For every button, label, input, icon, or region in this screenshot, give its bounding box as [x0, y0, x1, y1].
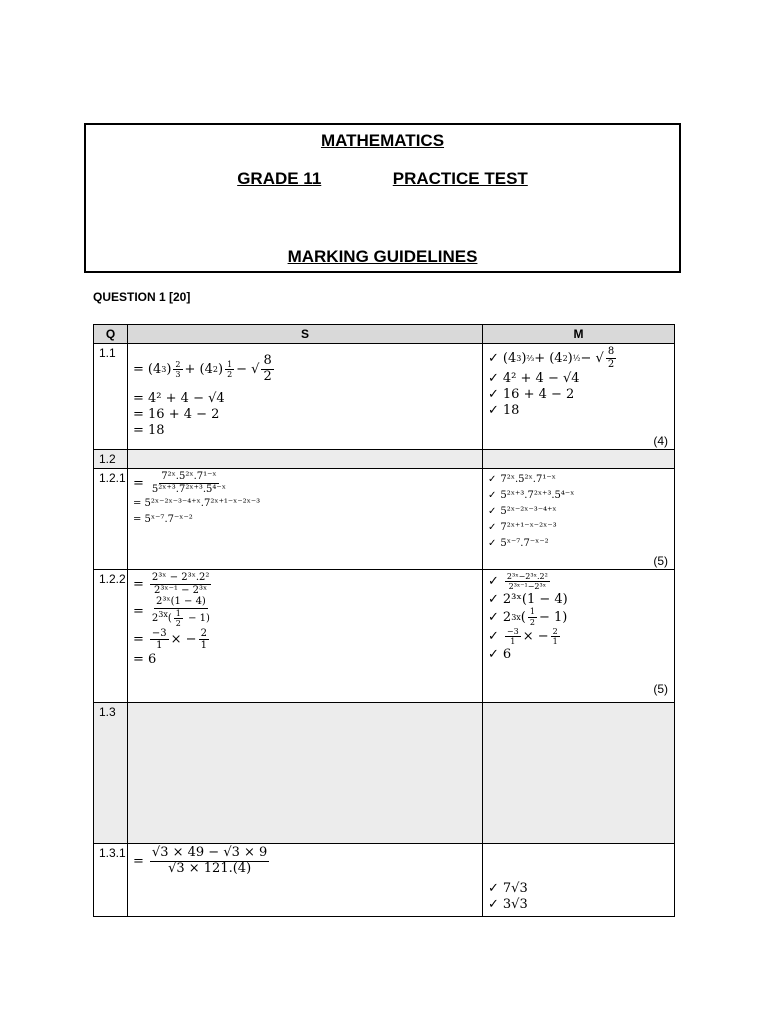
marks-cell [483, 703, 675, 844]
mark-line: ✓ 2 3x ( $\frac{1}{2}$ − 1) [488, 607, 568, 627]
mark-line: ✓ 5²ˣ⁻²ˣ⁻³⁻⁴⁺ˣ [488, 505, 557, 517]
question-heading: QUESTION 1 [20] [93, 290, 191, 304]
solution-cell [128, 450, 483, 469]
table-row [94, 570, 675, 703]
table-row [94, 844, 675, 917]
solution-cell [128, 844, 483, 917]
solution-line: = 4² + 4 − √4 [133, 391, 225, 407]
table-row [94, 469, 675, 570]
column-header-q: Q [94, 325, 128, 344]
grade-label: GRADE 11 [237, 169, 322, 188]
solution-line: = 5²ˣ⁻²ˣ⁻³⁻⁴⁺ˣ.7²ˣ⁺¹⁻ˣ⁻²ˣ⁻³ [133, 497, 261, 509]
mark-line: ✓ 4² + 4 − √4 [488, 370, 580, 386]
marks-cell [483, 469, 675, 570]
table-row [94, 703, 675, 844]
question-number: 1.2.2 [94, 570, 128, 703]
question-number: 1.3 [94, 703, 128, 844]
solution-line: = $\frac{\text{7²ˣ.5²ˣ.7¹⁻ˣ}}{\text{5²ˣ⁺³.7²ˣ⁺³.5⁴⁻ˣ}}$ [133, 471, 226, 495]
check-icon: ✓ [488, 537, 497, 549]
mark-line: ✓ $\frac{-3}{1}$ × − $\frac{2}{1}$ [488, 626, 558, 646]
mark-total: (5) [653, 554, 668, 568]
check-icon: ✓ [488, 473, 497, 485]
solution-line: = (4 3 ) $\frac{2}{3}$ + (4 2 ) $\frac{1}{2}$ − √ $\frac{8}{2}$ [133, 353, 272, 384]
question-number: 1.2 [94, 450, 128, 469]
title-box [84, 123, 681, 273]
table-row [94, 344, 675, 450]
check-icon: ✓ [488, 489, 497, 501]
marking-table [93, 324, 675, 917]
solution-line: = $\frac{√3 \times 49 - √3 \times 9}{√3 \times 121.(4)}$ [133, 845, 268, 876]
check-icon: ✓ [488, 370, 499, 386]
check-icon: ✓ [488, 591, 499, 607]
mark-line: ✓ 18 [488, 402, 520, 418]
mark-line: ✓ 7²ˣ⁺¹⁻ˣ⁻²ˣ⁻³ [488, 521, 557, 533]
solution-cell [128, 703, 483, 844]
solution-line: = 2³ˣ(1 − 4) $2^{3x}$( $\frac{1}{2}$ − 1) [133, 596, 210, 628]
mark-total: (5) [653, 682, 668, 696]
solution-line: = $\frac{\text{2³ˣ − 2³ˣ.2²}}{\text{2³ˣ⁻¹ − 2³ˣ}}$ [133, 572, 210, 596]
mark-line: ✓ 7√3 [488, 880, 528, 896]
guidelines-title: MARKING GUIDELINES [287, 247, 478, 266]
subject-title: MATHEMATICS [320, 131, 445, 150]
mark-line: ✓ 2³ˣ(1 − 4) [488, 591, 568, 607]
solution-cell [128, 469, 483, 570]
mark-line: ✓ 5ˣ⁻⁷.7⁻ˣ⁻² [488, 537, 549, 549]
solution-line: = 6 [133, 652, 157, 668]
check-icon: ✓ [488, 350, 499, 366]
mark-line: ✓ (4 3 ) ⅔ + (4 2 ) ½ − √ $\frac{8}{2}$ [488, 346, 615, 370]
check-icon: ✓ [488, 521, 497, 533]
marks-cell [483, 844, 675, 917]
table-header-row [94, 325, 675, 344]
marks-cell [483, 344, 675, 450]
table-row [94, 450, 675, 469]
question-number: 1.1 [94, 344, 128, 450]
solution-line: = 5ˣ⁻⁷.7⁻ˣ⁻² [133, 513, 193, 525]
check-icon: ✓ [488, 880, 499, 896]
marks-cell [483, 450, 675, 469]
mark-line: ✓ 7²ˣ.5²ˣ.7¹⁻ˣ [488, 473, 556, 485]
question-number: 1.3.1 [94, 844, 128, 917]
check-icon: ✓ [488, 402, 499, 418]
marks-cell [483, 570, 675, 703]
check-icon: ✓ [488, 609, 499, 625]
check-icon: ✓ [488, 386, 499, 402]
question-number: 1.2.1 [94, 469, 128, 570]
test-label: PRACTICE TEST [392, 169, 528, 188]
solution-line: = 18 [133, 423, 165, 439]
solution-cell [128, 344, 483, 450]
mark-line: ✓ $\frac{\text{2³ˣ−2³ˣ.2²}}{\text{2³ˣ⁻¹−2³ˣ}}$ [488, 572, 548, 592]
column-header-m: M [483, 325, 675, 344]
column-header-s: S [128, 325, 483, 344]
mark-line: ✓ 5²ˣ⁺³.7²ˣ⁺³.5⁴⁻ˣ [488, 489, 575, 501]
check-icon: ✓ [488, 646, 499, 662]
solution-line: = 16 + 4 − 2 [133, 407, 220, 423]
check-icon: ✓ [488, 896, 499, 912]
check-icon: ✓ [488, 505, 497, 517]
check-icon: ✓ [488, 574, 499, 590]
check-icon: ✓ [488, 628, 499, 644]
mark-line: ✓ 3√3 [488, 896, 528, 912]
solution-line: = $\frac{-3}{1}$ × − $\frac{2}{1}$ [133, 627, 207, 652]
mark-line: ✓ 16 + 4 − 2 [488, 386, 575, 402]
mark-line: ✓ 6 [488, 646, 512, 662]
solution-cell [128, 570, 483, 703]
grade-line [86, 169, 679, 189]
mark-total: (4) [653, 434, 668, 448]
